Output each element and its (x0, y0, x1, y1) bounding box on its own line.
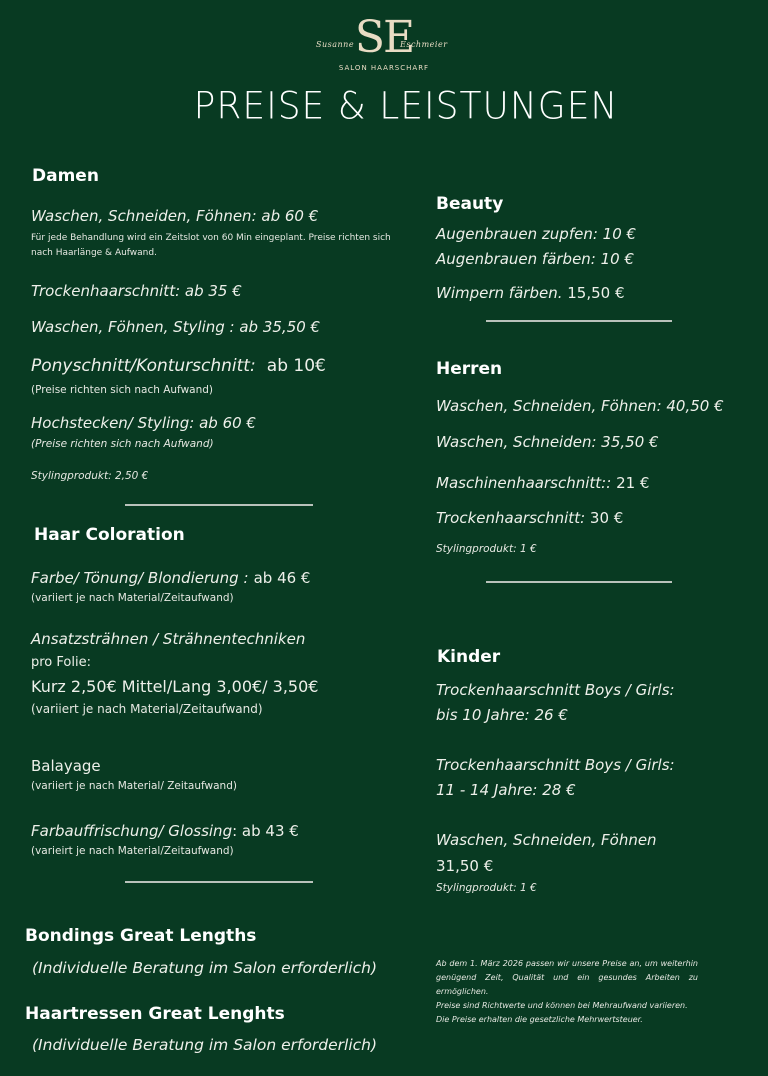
herren-item-waschen-schneiden-foehnen: Waschen, Schneiden, Föhnen: 40,50 € (436, 397, 724, 415)
ansatzstraehnen-prices: Kurz 2,50€ Mittel/Lang 3,00€/ 3,50€ (31, 677, 319, 696)
farbauffrischung-label: Farbauffrischung/ Glossing (31, 822, 233, 840)
ponyschnitt-label: Ponyschnitt/Konturschnitt: (31, 356, 256, 376)
maschinenhaarschnitt-price: 21 € (611, 474, 650, 492)
herren-item-waschen-schneiden: Waschen, Schneiden: 35,50 € (436, 433, 659, 451)
divider-coloration (125, 881, 313, 883)
farbe-price: ab 46 € (253, 569, 311, 587)
ponyschnitt-note: (Preise richten sich nach Aufwand) (31, 384, 214, 396)
herren-stylingprodukt: Stylingprodukt: 1 € (436, 543, 537, 555)
logo-script-right: Eschmeier (400, 40, 448, 49)
balayage-note: (variiert je nach Material/ Zeitaufwand) (31, 780, 237, 792)
kinder-item3-price: 31,50 € (436, 857, 494, 875)
kinder-stylingprodukt: Stylingprodukt: 1 € (436, 882, 537, 894)
bondings-note: (Individuelle Beratung im Salon erforderlich) (32, 959, 378, 977)
beauty-item-augenbrauen-faerben: Augenbrauen färben: 10 € (436, 250, 635, 268)
logo-salon-name: SALON HAARSCHARF (338, 64, 430, 72)
ansatzstraehnen-per-folie: pro Folie: (31, 655, 91, 670)
herren-item-maschinenhaarschnitt (436, 473, 649, 492)
kinder-heading: Kinder (437, 647, 501, 667)
damen-item-trockenhaarschnitt: Trockenhaarschnitt: ab 35 € (31, 282, 242, 300)
haartressen-heading: Haartressen Great Lenghts (25, 1004, 285, 1024)
price-footnote (436, 957, 698, 1027)
damen-item-hochstecken: Hochstecken/ Styling: ab 60 € (31, 414, 256, 432)
damen-item-note: Für jede Behandlung wird ein Zeitslot von 60 Min eingeplant. Preise richten sich nach Haarlänge & Aufwand. (31, 233, 391, 258)
farbe-note: (variiert je nach Material/Zeitaufwand) (31, 592, 234, 604)
haartressen-note: (Individuelle Beratung im Salon erforderlich) (32, 1036, 378, 1054)
damen-heading: Damen (32, 166, 99, 186)
hochstecken-note: (Preise richten sich nach Aufwand) (31, 438, 214, 450)
beauty-item-augenbrauen-zupfen: Augenbrauen zupfen: 10 € (436, 225, 637, 243)
bondings-heading: Bondings Great Lengths (25, 926, 257, 946)
beauty-heading: Beauty (436, 194, 504, 214)
coloration-item-farbe (31, 568, 310, 587)
wimpern-price: 15,50 € (562, 284, 625, 302)
page-title: PREISE & LEISTUNGEN (193, 84, 619, 129)
divider-beauty (486, 320, 672, 322)
divider-herren (486, 581, 672, 583)
kinder-item2-line2: 11 - 14 Jahre: 28 € (436, 781, 576, 799)
divider-damen (125, 504, 313, 506)
herren-item-trockenhaarschnitt (436, 508, 623, 527)
footnote-line2: Preise sind Richtwerte und können bei Mehraufwand variieren. (436, 1001, 688, 1010)
farbe-label: Farbe/ Tönung/ Blondierung : (31, 569, 249, 587)
kinder-item2-line1: Trockenhaarschnitt Boys / Girls: (436, 756, 675, 774)
wimpern-label: Wimpern färben. (436, 284, 563, 302)
maschinenhaarschnitt-label: Maschinenhaarschnitt:: (436, 474, 612, 492)
farbauffrischung-note: (varieirt je nach Material/Zeitaufwand) (31, 845, 234, 857)
kinder-item1-line2: bis 10 Jahre: 26 € (436, 706, 568, 724)
ansatzstraehnen-note: (variiert je nach Material/Zeitaufwand) (31, 702, 263, 716)
coloration-heading: Haar Coloration (34, 525, 185, 545)
herren-heading: Herren (436, 359, 503, 379)
damen-item-ponyschnitt (31, 356, 326, 376)
footnote-line1: Ab dem 1. März 2026 passen wir unsere Preise an, um weiterhin genügend Zeit, Qualität und ein gesundes Arbeiten zu ermöglichen. (436, 959, 698, 996)
damen-item-waschen-foehnen-styling: Waschen, Föhnen, Styling : ab 35,50 € (31, 318, 321, 336)
herren-trockenhaarschnitt-label: Trockenhaarschnitt: (436, 509, 586, 527)
beauty-item-wimpern (436, 283, 625, 302)
farbauffrischung-price: : ab 43 € (232, 822, 299, 840)
ponyschnitt-price: ab 10€ (266, 356, 326, 376)
logo-monogram: SE (354, 12, 414, 63)
damen-stylingprodukt: Stylingprodukt: 2,50 € (31, 470, 149, 482)
coloration-item-balayage: Balayage (31, 757, 101, 775)
kinder-item3-line1: Waschen, Schneiden, Föhnen (436, 831, 657, 849)
footnote-line3: Die Preise erhalten die gesetzliche Mehrwertsteuer. (436, 1015, 643, 1024)
damen-item-waschen-schneiden-foehnen: Waschen, Schneiden, Föhnen: ab 60 € (31, 207, 319, 225)
salon-logo (312, 12, 456, 76)
coloration-item-farbauffrischung (31, 821, 299, 840)
herren-trockenhaarschnitt-price: 30 € (585, 509, 624, 527)
kinder-item1-line1: Trockenhaarschnitt Boys / Girls: (436, 681, 675, 699)
logo-script-left: Susanne (316, 40, 355, 49)
coloration-item-ansatzstraehnen: Ansatzsträhnen / Strähnentechniken (31, 630, 306, 648)
